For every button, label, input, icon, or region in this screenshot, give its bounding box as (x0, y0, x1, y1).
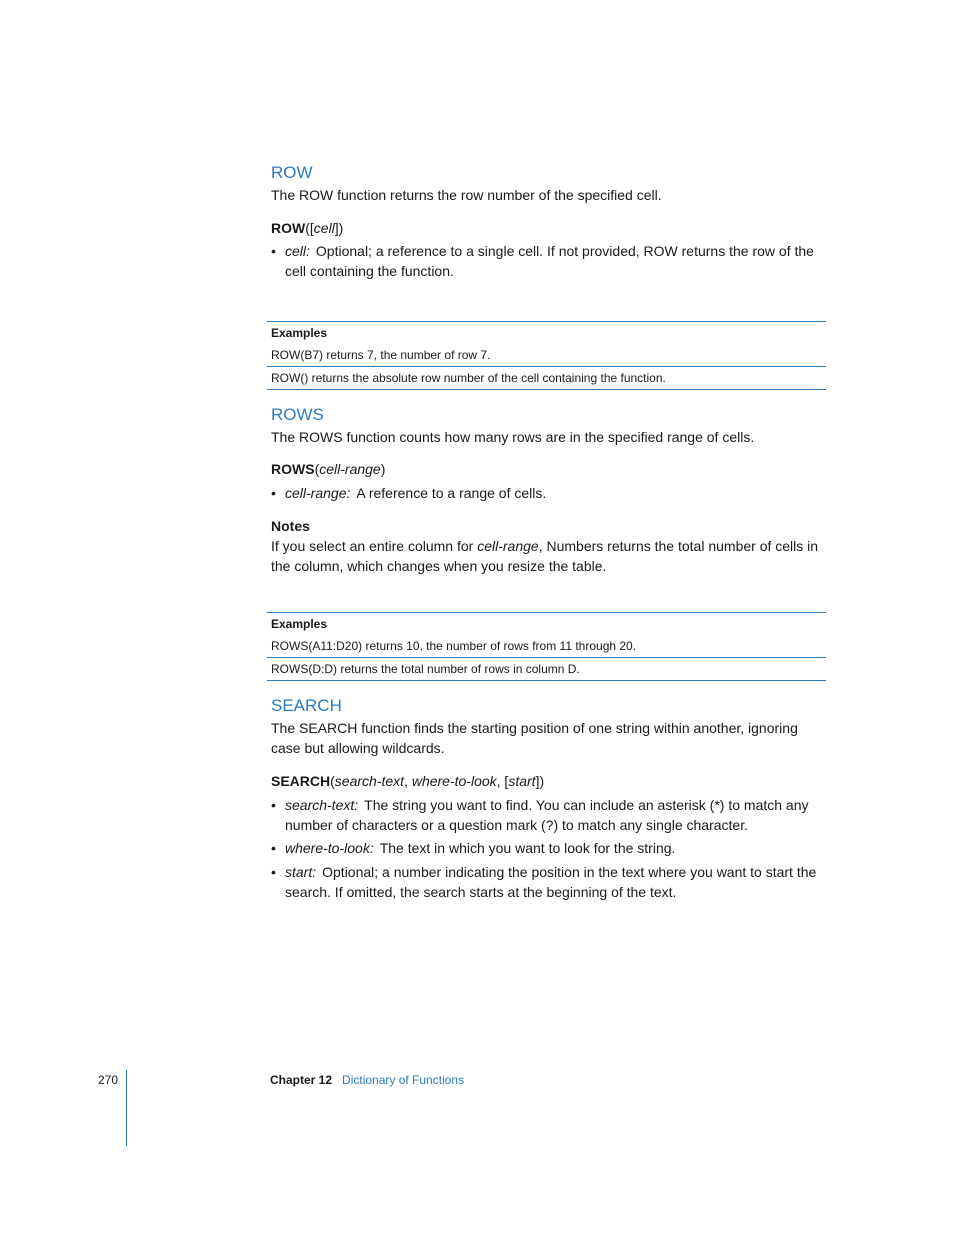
bullet-text: A reference to a range of cells. (356, 485, 547, 501)
bullet-icon: • (271, 485, 276, 501)
search-heading: SEARCH (271, 696, 342, 715)
rows-examples-table (267, 612, 826, 681)
chapter-footer (270, 1072, 464, 1088)
rows-heading: ROWS (271, 405, 324, 424)
search-bullet-search-text (271, 795, 827, 835)
row-heading: ROW (271, 163, 313, 182)
rows-syntax-punct: ) (380, 461, 386, 477)
table-end-rule (267, 389, 826, 390)
search-syntax-punct: , [ (496, 773, 509, 789)
notes-text-part: If you select an entire column for (271, 538, 478, 554)
row-syntax-arg: cell (313, 220, 335, 236)
table-row: ROW() returns the absolute row number of the cell containing the function. (267, 366, 826, 389)
rows-notes-text (271, 536, 827, 576)
rows-syntax-name: ROWS (271, 461, 315, 477)
bullet-term: start: (285, 864, 317, 880)
search-syntax-punct: ]) (535, 773, 545, 789)
page-number: 270 (98, 1073, 119, 1087)
row-syntax-name: ROW (271, 220, 306, 236)
table-row: ROWS(D:D) returns the total number of rows in column D. (267, 657, 826, 680)
rows-description: The ROWS function counts how many rows are in the specified range of cells. (271, 429, 755, 445)
rows-syntax (271, 459, 385, 479)
bullet-text: The text in which you want to look for the string. (379, 840, 676, 856)
table-row: ROW(B7) returns 7, the number of row 7. (271, 348, 491, 362)
bullet-icon: • (271, 840, 276, 856)
bullet-icon: • (271, 797, 276, 813)
footer-divider (126, 1070, 127, 1146)
row-bullet-cell (271, 241, 827, 281)
bullet-icon: • (271, 864, 276, 880)
row-description: The ROW function returns the row number of the specified cell. (271, 187, 662, 203)
search-syntax-punct: ( (330, 773, 335, 789)
bullet-text: Optional; a reference to a single cell. If not provided, ROW returns the row of the cell containing the function. (285, 243, 814, 279)
rows-notes-heading: Notes (271, 518, 310, 534)
table-end-rule (267, 680, 826, 681)
notes-text-part: , Numbers returns the total number of cells in the column, which changes when you resize the table. (271, 538, 819, 574)
bullet-term: cell-range: (285, 485, 351, 501)
search-syntax-name: SEARCH (271, 773, 331, 789)
row-examples-table (267, 321, 826, 390)
chapter-label: Chapter 12 (270, 1073, 333, 1087)
search-syntax-punct: , (404, 773, 412, 789)
rows-bullet-cell-range (271, 483, 827, 503)
search-bullet-where-to-look (271, 838, 827, 858)
rows-syntax-arg: cell-range (319, 461, 381, 477)
row-syntax-punct: ([ (305, 220, 314, 236)
examples-header: Examples (267, 321, 826, 344)
bullet-term: cell: (285, 243, 310, 259)
bullet-term: where-to-look: (285, 840, 374, 856)
chapter-title-link[interactable]: Dictionary of Functions (342, 1073, 465, 1087)
search-syntax-arg: where-to-look (411, 773, 497, 789)
bullet-term: search-text: (285, 797, 359, 813)
table-row: ROWS(A11:D20) returns 10, the number of rows from 11 through 20. (271, 639, 637, 653)
search-syntax-arg: start (508, 773, 536, 789)
rows-syntax-punct: ( (314, 461, 320, 477)
search-syntax-arg: search-text (334, 773, 405, 789)
bullet-text: Optional; a number indicating the position in the text where you want to start the search. If omitted, the search starts at the beginning of the text. (285, 864, 817, 900)
row-syntax-punct: ]) (334, 220, 344, 236)
bullet-text: The string you want to find. You can include an asterisk (*) to match any number of characters or a question mark (?) to match any single character. (285, 797, 809, 833)
search-bullet-start (271, 862, 827, 902)
search-description: The SEARCH function finds the starting position of one string within another, ignoring case but allowing wildcards. (271, 720, 798, 756)
search-syntax (271, 771, 544, 791)
notes-text-em: cell-range (477, 538, 539, 554)
row-syntax (271, 218, 343, 238)
examples-header: Examples (267, 612, 826, 635)
bullet-icon: • (271, 243, 276, 259)
